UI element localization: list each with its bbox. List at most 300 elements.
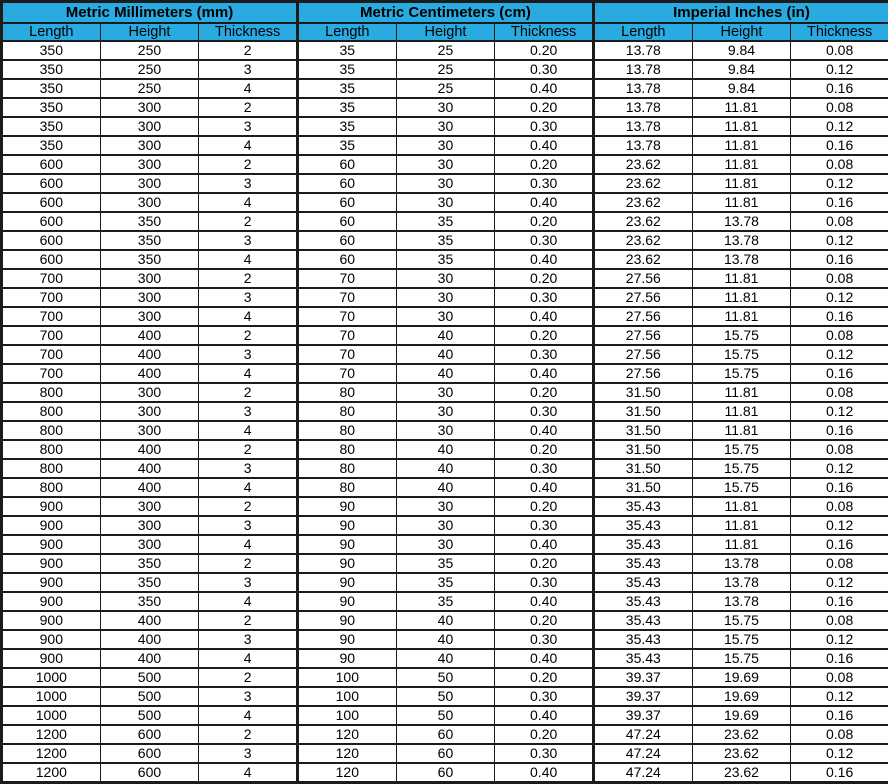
column-header-mm-thickness: Thickness: [199, 23, 298, 41]
table-cell: 600: [2, 231, 101, 250]
table-cell: 60: [297, 250, 396, 269]
table-cell: 400: [100, 326, 199, 345]
table-cell: 39.37: [593, 668, 692, 687]
table-cell: 15.75: [692, 459, 791, 478]
table-cell: 0.16: [791, 364, 888, 383]
table-row: [2, 630, 888, 649]
table-cell: 80: [297, 478, 396, 497]
table-row: [2, 98, 888, 117]
table-cell: 0.40: [495, 421, 594, 440]
table-cell: 0.16: [791, 535, 888, 554]
table-row: [2, 611, 888, 630]
table-row: [2, 459, 888, 478]
table-cell: 350: [100, 250, 199, 269]
table-row: [2, 535, 888, 554]
table-cell: 0.08: [791, 554, 888, 573]
table-cell: 15.75: [692, 649, 791, 668]
column-header-in-thickness: Thickness: [791, 23, 888, 41]
table-cell: 1200: [2, 744, 101, 763]
table-cell: 800: [2, 421, 101, 440]
table-cell: 0.30: [495, 459, 594, 478]
table-cell: 90: [297, 535, 396, 554]
table-cell: 2: [199, 497, 298, 516]
table-cell: 35.43: [593, 497, 692, 516]
table-cell: 0.16: [791, 307, 888, 326]
table-cell: 31.50: [593, 383, 692, 402]
table-row: [2, 117, 888, 136]
table-cell: 30: [396, 98, 495, 117]
table-cell: 31.50: [593, 478, 692, 497]
table-cell: 40: [396, 478, 495, 497]
table-cell: 13.78: [593, 136, 692, 155]
table-cell: 3: [199, 630, 298, 649]
table-cell: 500: [100, 668, 199, 687]
table-cell: 350: [2, 79, 101, 98]
table-cell: 0.08: [791, 725, 888, 744]
table-cell: 600: [2, 174, 101, 193]
table-cell: 27.56: [593, 288, 692, 307]
table-cell: 23.62: [692, 763, 791, 783]
table-row: [2, 668, 888, 687]
column-header-cm-length: Length: [297, 23, 396, 41]
table-cell: 11.81: [692, 307, 791, 326]
table-cell: 3: [199, 402, 298, 421]
table-row: [2, 155, 888, 174]
table-cell: 400: [100, 345, 199, 364]
table-cell: 350: [100, 573, 199, 592]
table-cell: 23.62: [593, 155, 692, 174]
table-row: [2, 725, 888, 744]
table-cell: 15.75: [692, 478, 791, 497]
table-cell: 4: [199, 193, 298, 212]
table-cell: 35.43: [593, 630, 692, 649]
table-cell: 35: [396, 592, 495, 611]
table-header: [2, 2, 888, 42]
table-cell: 0.30: [495, 174, 594, 193]
table-row: [2, 478, 888, 497]
table-cell: 30: [396, 421, 495, 440]
table-row: [2, 649, 888, 668]
table-cell: 0.12: [791, 345, 888, 364]
table-cell: 300: [100, 269, 199, 288]
table-cell: 900: [2, 535, 101, 554]
table-cell: 4: [199, 307, 298, 326]
table-cell: 47.24: [593, 763, 692, 783]
table-cell: 11.81: [692, 136, 791, 155]
table-row: [2, 497, 888, 516]
table-cell: 50: [396, 687, 495, 706]
group-header-metric-cm: Metric Centimeters (cm): [297, 2, 593, 24]
table-cell: 0.40: [495, 307, 594, 326]
table-cell: 2: [199, 326, 298, 345]
table-cell: 0.40: [495, 250, 594, 269]
table-row: [2, 440, 888, 459]
table-cell: 4: [199, 250, 298, 269]
table-cell: 400: [100, 611, 199, 630]
table-cell: 300: [100, 193, 199, 212]
table-cell: 13.78: [692, 231, 791, 250]
table-cell: 0.20: [495, 41, 594, 60]
table-cell: 70: [297, 326, 396, 345]
table-cell: 600: [2, 250, 101, 269]
table-cell: 900: [2, 630, 101, 649]
table-row: [2, 687, 888, 706]
table-cell: 13.78: [593, 79, 692, 98]
table-cell: 0.30: [495, 117, 594, 136]
table-cell: 35.43: [593, 649, 692, 668]
table-cell: 300: [100, 421, 199, 440]
table-cell: 0.30: [495, 288, 594, 307]
table-cell: 13.78: [593, 98, 692, 117]
table-row: [2, 554, 888, 573]
table-cell: 2: [199, 155, 298, 174]
table-cell: 0.08: [791, 212, 888, 231]
table-row: [2, 193, 888, 212]
table-cell: 300: [100, 383, 199, 402]
table-cell: 350: [2, 98, 101, 117]
table-cell: 300: [100, 497, 199, 516]
table-cell: 0.20: [495, 668, 594, 687]
table-cell: 300: [100, 288, 199, 307]
table-cell: 0.12: [791, 231, 888, 250]
table-cell: 0.30: [495, 687, 594, 706]
table-cell: 23.62: [692, 744, 791, 763]
table-cell: 40: [396, 630, 495, 649]
table-cell: 1000: [2, 706, 101, 725]
table-cell: 30: [396, 535, 495, 554]
table-row: [2, 174, 888, 193]
table-cell: 0.20: [495, 725, 594, 744]
table-cell: 31.50: [593, 421, 692, 440]
table-cell: 35.43: [593, 592, 692, 611]
table-cell: 4: [199, 649, 298, 668]
table-cell: 23.62: [593, 250, 692, 269]
table-cell: 30: [396, 269, 495, 288]
table-cell: 90: [297, 516, 396, 535]
table-cell: 350: [100, 212, 199, 231]
table-cell: 700: [2, 307, 101, 326]
table-cell: 27.56: [593, 345, 692, 364]
table-cell: 30: [396, 288, 495, 307]
table-cell: 0.30: [495, 345, 594, 364]
table-cell: 800: [2, 383, 101, 402]
table-cell: 0.16: [791, 79, 888, 98]
table-cell: 0.40: [495, 79, 594, 98]
table-cell: 0.16: [791, 250, 888, 269]
table-cell: 11.81: [692, 402, 791, 421]
table-cell: 300: [100, 174, 199, 193]
table-cell: 11.81: [692, 193, 791, 212]
table-cell: 0.20: [495, 383, 594, 402]
table-cell: 700: [2, 269, 101, 288]
table-cell: 0.08: [791, 497, 888, 516]
table-cell: 80: [297, 459, 396, 478]
table-cell: 0.08: [791, 611, 888, 630]
table-cell: 35.43: [593, 535, 692, 554]
table-cell: 27.56: [593, 269, 692, 288]
table-cell: 400: [100, 649, 199, 668]
table-cell: 2: [199, 269, 298, 288]
table-cell: 35: [297, 41, 396, 60]
table-cell: 11.81: [692, 117, 791, 136]
table-cell: 40: [396, 649, 495, 668]
table-cell: 600: [2, 155, 101, 174]
table-cell: 900: [2, 497, 101, 516]
table-cell: 0.20: [495, 269, 594, 288]
table-cell: 0.20: [495, 212, 594, 231]
table-cell: 30: [396, 136, 495, 155]
table-cell: 2: [199, 41, 298, 60]
table-cell: 9.84: [692, 60, 791, 79]
table-cell: 350: [2, 117, 101, 136]
table-cell: 900: [2, 649, 101, 668]
table-cell: 27.56: [593, 326, 692, 345]
table-cell: 250: [100, 79, 199, 98]
table-cell: 90: [297, 592, 396, 611]
table-cell: 13.78: [593, 41, 692, 60]
table-cell: 600: [2, 212, 101, 231]
table-cell: 1200: [2, 763, 101, 783]
table-cell: 35: [396, 231, 495, 250]
table-cell: 60: [297, 174, 396, 193]
table-cell: 23.62: [692, 725, 791, 744]
table-cell: 500: [100, 706, 199, 725]
table-cell: 15.75: [692, 326, 791, 345]
table-cell: 90: [297, 497, 396, 516]
table-cell: 47.24: [593, 744, 692, 763]
table-cell: 4: [199, 763, 298, 783]
table-cell: 9.84: [692, 79, 791, 98]
table-cell: 0.40: [495, 478, 594, 497]
table-cell: 800: [2, 459, 101, 478]
table-cell: 35: [396, 554, 495, 573]
column-header-row: [2, 23, 888, 41]
table-cell: 0.08: [791, 668, 888, 687]
table-row: [2, 136, 888, 155]
table-cell: 120: [297, 763, 396, 783]
table-cell: 30: [396, 307, 495, 326]
column-header-in-length: Length: [593, 23, 692, 41]
table-cell: 11.81: [692, 516, 791, 535]
table-cell: 60: [396, 744, 495, 763]
table-cell: 4: [199, 364, 298, 383]
table-cell: 500: [100, 687, 199, 706]
table-cell: 70: [297, 307, 396, 326]
table-row: [2, 763, 888, 783]
table-cell: 250: [100, 60, 199, 79]
table-row: [2, 421, 888, 440]
table-row: [2, 307, 888, 326]
table-cell: 2: [199, 611, 298, 630]
table-cell: 900: [2, 592, 101, 611]
table-cell: 90: [297, 611, 396, 630]
table-cell: 120: [297, 744, 396, 763]
table-cell: 0.20: [495, 440, 594, 459]
table-row: [2, 60, 888, 79]
table-cell: 400: [100, 440, 199, 459]
table-cell: 0.12: [791, 402, 888, 421]
table-cell: 100: [297, 687, 396, 706]
table-row: [2, 592, 888, 611]
table-cell: 15.75: [692, 345, 791, 364]
table-cell: 1200: [2, 725, 101, 744]
table-cell: 35: [396, 212, 495, 231]
table-cell: 3: [199, 174, 298, 193]
table-cell: 13.78: [692, 554, 791, 573]
table-cell: 23.62: [593, 174, 692, 193]
table-row: [2, 364, 888, 383]
table-cell: 40: [396, 345, 495, 364]
table-cell: 3: [199, 231, 298, 250]
table-cell: 0.40: [495, 535, 594, 554]
column-header-mm-length: Length: [2, 23, 101, 41]
table-cell: 0.08: [791, 41, 888, 60]
table-cell: 400: [100, 630, 199, 649]
table-cell: 3: [199, 345, 298, 364]
table-cell: 0.08: [791, 383, 888, 402]
table-cell: 100: [297, 668, 396, 687]
table-cell: 9.84: [692, 41, 791, 60]
table-cell: 900: [2, 554, 101, 573]
table-cell: 250: [100, 41, 199, 60]
table-cell: 0.12: [791, 687, 888, 706]
group-header-metric-mm: Metric Millimeters (mm): [2, 2, 298, 24]
table-cell: 70: [297, 364, 396, 383]
table-cell: 400: [100, 478, 199, 497]
table-cell: 350: [2, 41, 101, 60]
table-cell: 11.81: [692, 98, 791, 117]
table-cell: 0.12: [791, 516, 888, 535]
table-cell: 80: [297, 440, 396, 459]
table-cell: 35: [297, 60, 396, 79]
table-cell: 13.78: [593, 60, 692, 79]
table-cell: 0.30: [495, 402, 594, 421]
table-cell: 15.75: [692, 440, 791, 459]
table-cell: 30: [396, 497, 495, 516]
table-cell: 3: [199, 60, 298, 79]
table-cell: 700: [2, 288, 101, 307]
table-cell: 35.43: [593, 516, 692, 535]
column-header-cm-thickness: Thickness: [495, 23, 594, 41]
table-cell: 30: [396, 402, 495, 421]
table-cell: 700: [2, 326, 101, 345]
table-cell: 15.75: [692, 364, 791, 383]
table-cell: 11.81: [692, 421, 791, 440]
table-cell: 0.30: [495, 573, 594, 592]
table-cell: 0.40: [495, 136, 594, 155]
table-row: [2, 516, 888, 535]
table-cell: 0.20: [495, 497, 594, 516]
table-cell: 40: [396, 440, 495, 459]
table-cell: 35.43: [593, 573, 692, 592]
table-row: [2, 212, 888, 231]
table-body: [2, 41, 888, 783]
table-cell: 0.16: [791, 421, 888, 440]
table-cell: 80: [297, 421, 396, 440]
table-cell: 0.40: [495, 592, 594, 611]
table-cell: 11.81: [692, 288, 791, 307]
table-cell: 0.16: [791, 592, 888, 611]
table-cell: 13.78: [593, 117, 692, 136]
column-header-cm-height: Height: [396, 23, 495, 41]
table-cell: 800: [2, 478, 101, 497]
table-cell: 35: [396, 573, 495, 592]
table-cell: 30: [396, 117, 495, 136]
group-header-imperial-in: Imperial Inches (in): [593, 2, 888, 24]
table-cell: 3: [199, 573, 298, 592]
table-row: [2, 383, 888, 402]
table-cell: 70: [297, 269, 396, 288]
table-cell: 4: [199, 478, 298, 497]
table-cell: 3: [199, 459, 298, 478]
table-cell: 3: [199, 687, 298, 706]
table-cell: 35.43: [593, 554, 692, 573]
table-cell: 60: [297, 193, 396, 212]
table-cell: 60: [297, 155, 396, 174]
table-row: [2, 250, 888, 269]
table-cell: 4: [199, 535, 298, 554]
table-cell: 15.75: [692, 630, 791, 649]
table-cell: 19.69: [692, 687, 791, 706]
table-cell: 4: [199, 706, 298, 725]
table-cell: 600: [100, 744, 199, 763]
table-cell: 350: [2, 136, 101, 155]
table-cell: 4: [199, 592, 298, 611]
table-cell: 15.75: [692, 611, 791, 630]
group-title-row: [2, 2, 888, 24]
table-row: [2, 41, 888, 60]
table-cell: 0.12: [791, 174, 888, 193]
table-cell: 600: [100, 725, 199, 744]
table-cell: 2: [199, 212, 298, 231]
table-cell: 4: [199, 136, 298, 155]
table-cell: 35: [297, 117, 396, 136]
table-cell: 0.12: [791, 744, 888, 763]
table-cell: 350: [2, 60, 101, 79]
table-cell: 13.78: [692, 250, 791, 269]
table-row: [2, 269, 888, 288]
table-cell: 0.16: [791, 706, 888, 725]
table-cell: 35: [297, 136, 396, 155]
table-cell: 31.50: [593, 402, 692, 421]
table-cell: 35: [297, 79, 396, 98]
table-cell: 0.12: [791, 60, 888, 79]
table-cell: 50: [396, 668, 495, 687]
table-cell: 700: [2, 364, 101, 383]
table-row: [2, 345, 888, 364]
table-cell: 2: [199, 725, 298, 744]
table-cell: 0.30: [495, 744, 594, 763]
table-cell: 350: [100, 554, 199, 573]
table-cell: 19.69: [692, 706, 791, 725]
table-cell: 0.20: [495, 326, 594, 345]
table-cell: 0.08: [791, 155, 888, 174]
table-cell: 100: [297, 706, 396, 725]
table-row: [2, 744, 888, 763]
table-cell: 11.81: [692, 497, 791, 516]
table-cell: 50: [396, 706, 495, 725]
table-cell: 2: [199, 383, 298, 402]
table-cell: 300: [100, 117, 199, 136]
table-cell: 0.16: [791, 478, 888, 497]
table-cell: 35.43: [593, 611, 692, 630]
table-cell: 40: [396, 326, 495, 345]
table-cell: 0.20: [495, 98, 594, 117]
table-cell: 0.12: [791, 288, 888, 307]
table-cell: 600: [2, 193, 101, 212]
table-cell: 0.20: [495, 611, 594, 630]
table-cell: 0.12: [791, 117, 888, 136]
